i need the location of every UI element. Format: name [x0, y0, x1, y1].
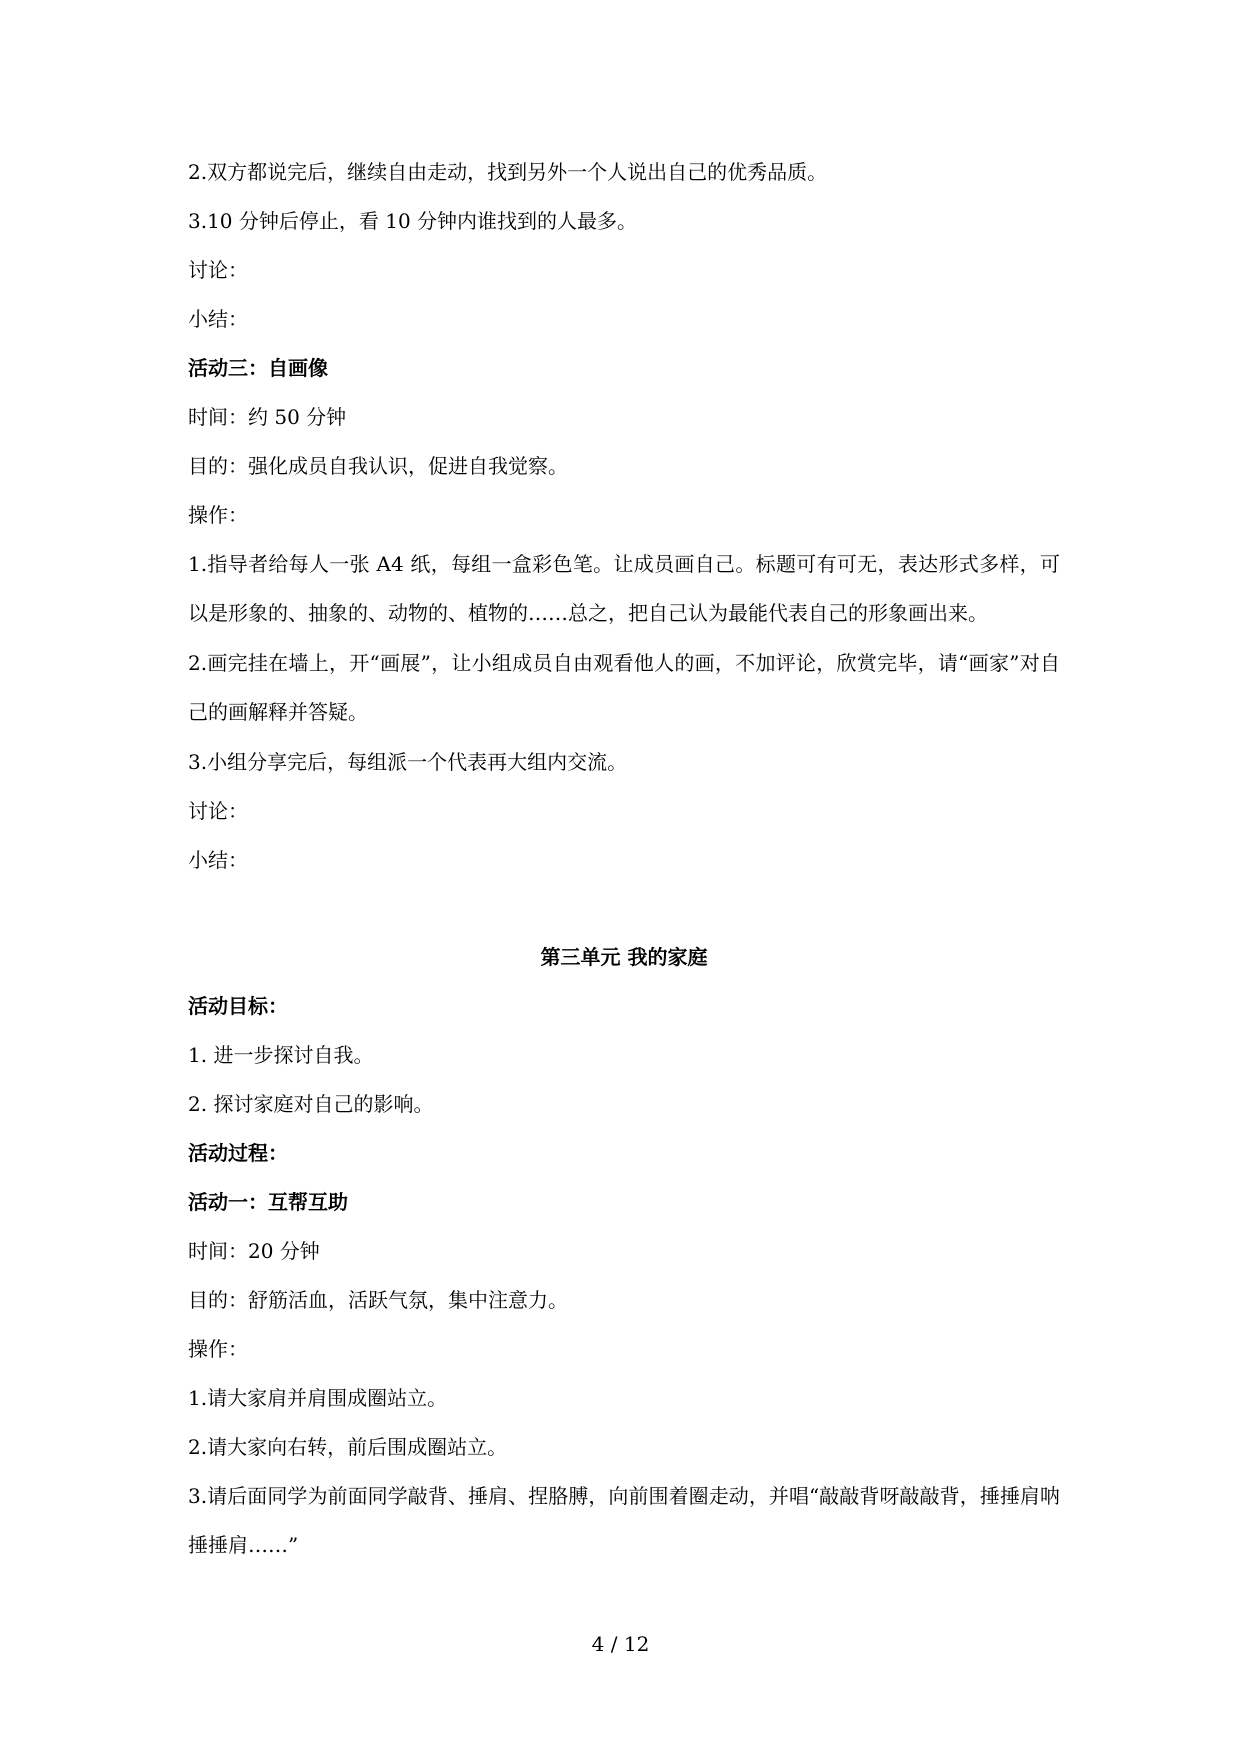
discussion-label: 讨论： [188, 258, 248, 282]
summary-label: 小结： [188, 848, 248, 872]
goals-label: 活动目标： [188, 994, 288, 1018]
operation-label: 操作： [188, 1337, 248, 1361]
page-body [188, 160, 1060, 1583]
activity-title: 活动三：自画像 [188, 356, 328, 380]
activity-purpose: 目的：舒筋活血，活跃气氛，集中注意力。 [188, 1288, 568, 1312]
operation-label: 操作： [188, 503, 248, 527]
step-text: 2.双方都说完后，继续自由走动，找到另外一个人说出自己的优秀品质。 [188, 160, 828, 184]
unit-title: 第三单元 我的家庭 [540, 945, 708, 969]
process-label: 活动过程： [188, 1141, 288, 1165]
step-text: 1.请大家肩并肩围成圈站立。 [188, 1386, 448, 1410]
activity-time: 时间：20 分钟 [188, 1239, 320, 1263]
activity-title: 活动一：互帮互助 [188, 1190, 348, 1214]
step-text: 3.请后面同学为前面同学敲背、捶肩、捏胳膊，向前围着圈走动，并唱“敲敲背呀敲敲背，捶捶肩呐捶捶肩……” [188, 1484, 1060, 1557]
page-number: 4 / 12 [591, 1632, 650, 1656]
discussion-label: 讨论： [188, 799, 248, 823]
step-text: 2.请大家向右转，前后围成圈站立。 [188, 1435, 508, 1459]
step-text: 3.10 分钟后停止，看 10 分钟内谁找到的人最多。 [188, 209, 638, 233]
goal-item: 1. 进一步探讨自我。 [188, 1043, 374, 1067]
summary-label: 小结： [188, 307, 248, 331]
section-spacer [188, 897, 1060, 945]
activity-purpose: 目的：强化成员自我认识，促进自我觉察。 [188, 454, 568, 478]
activity-time: 时间：约 50 分钟 [188, 405, 347, 429]
goal-item: 2. 探讨家庭对自己的影响。 [188, 1092, 434, 1116]
step-text: 2.画完挂在墙上，开“画展”，让小组成员自由观看他人的画，不加评论，欣赏完毕，请“画家”对自己的画解释并答疑。 [188, 651, 1060, 724]
step-text: 1.指导者给每人一张 A4 纸，每组一盒彩色笔。让成员画自己。标题可有可无，表达形式多样，可以是形象的、抽象的、动物的、植物的……总之，把自己认为最能代表自己的形象画出来。 [188, 552, 1060, 625]
step-text: 3.小组分享完后，每组派一个代表再大组内交流。 [188, 750, 628, 774]
